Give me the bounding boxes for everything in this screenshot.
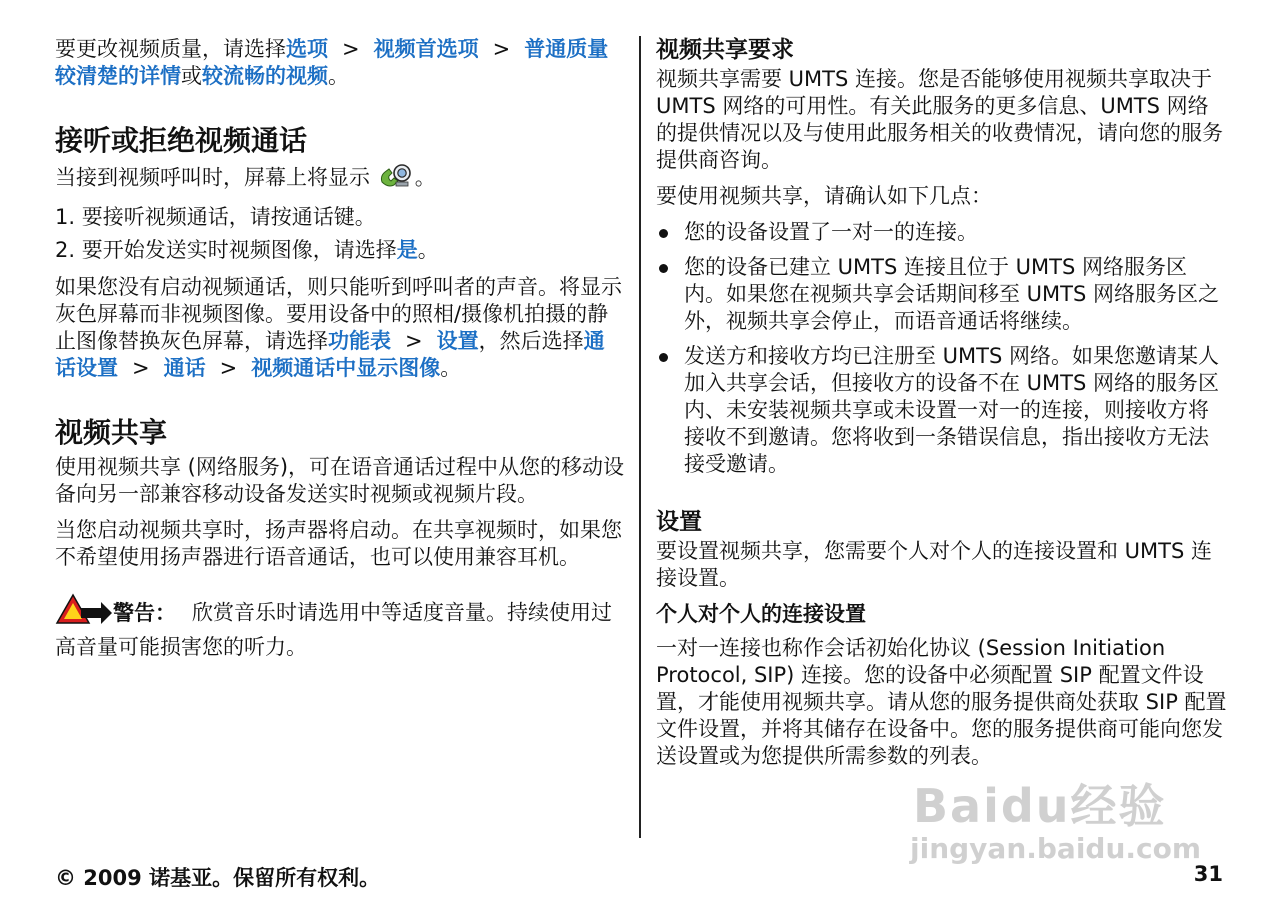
link-show-image[interactable]: 视频通话中显示图像 [251,356,441,380]
watermark-brand: Baidu经验 [913,779,1167,833]
requirements-paragraph-1: 视频共享需要 UMTS 连接。您是否能够使用视频共享取决于 UMTS 网络的可用性。有关此服务的更多信息、UMTS 网络的提供情况以及与使用此服务相关的收费情况，请向您的服务提供商咨询。 [656,67,1223,172]
sharing-paragraph-2: 当您启动视频共享时，扬声器将启动。在共享视频时，如果您不希望使用扬声器进行语音通话，也可以使用兼容耳机。 [55,518,622,569]
copyright: © 2009 诺基亚。保留所有权利。 [55,866,381,890]
separator: > [342,37,360,61]
separator: > [405,329,423,353]
link-menu[interactable]: 功能表 [328,329,391,353]
intro-or: 或 [181,64,202,88]
grey-screen-text: 如果您没有启动视频通话，则只能听到呼叫者的声音。将显示灰色屏幕而非视频图像。要用设备中的照相/摄像机拍摄的静止图像替换灰色屏幕，请选择 [55,275,622,353]
separator: > [219,356,238,380]
step-send-video-end: 。 [417,238,439,262]
video-call-icon [379,162,413,195]
incoming-call-line [55,162,625,195]
separator: > [492,37,511,61]
link-video-preferences[interactable]: 视频首选项 [373,37,479,61]
settings-paragraph-1: 要设置视频共享，您需要个人对个人的连接设置和 UMTS 连接设置。 [656,539,1212,590]
warning-label: 警告： [113,600,176,625]
step-send-video [55,237,625,264]
requirements-list [656,219,1228,478]
watermark-url: jingyan.baidu.com [910,832,1202,865]
page-number: 31 [1193,862,1223,886]
settings-paragraph-2: 一对一连接也称作会话初始化协议 (Session Initiation Protocol, SIP) 连接。您的设备中必须配置 SIP 配置文件设置，才能使用视频共享。请从您的服务提供商处获取 SIP 配置文件设置，并将其储存在设备中。您的服务提供商可能向您发送设置或为您提供所需参数的列表。 [656,636,1227,768]
list-item: 您的设备设置了一对一的连接。 [656,219,1228,246]
link-normal-quality[interactable]: 普通质量较清楚的详情 [55,37,609,88]
link-call[interactable]: 通话 [163,356,206,380]
link-smoother-video[interactable]: 较流畅的视频 [202,64,328,88]
list-item: 您的设备已建立 UMTS 连接且位于 UMTS 网络服务区内。如果您在视频共享会话期间移至 UMTS 网络服务区之外，视频共享会停止，而语音通话将继续。 [656,254,1228,335]
column-divider [639,36,641,838]
intro-end: 。 [328,64,349,88]
warning-text: 欣赏音乐时请选用中等适度音量。持续使用过高音量可能损害您的听力。 [55,600,612,659]
separator: > [132,356,150,380]
baidu-watermark [905,770,1205,880]
step-send-video-text: 2. 要开始发送实时视频图像，请选择 [55,238,397,262]
grey-screen-mid: ，然后选择 [478,329,584,353]
heading-answer-reject: 接听或拒绝视频通话 [55,124,308,157]
sharing-paragraph-1: 使用视频共享 (网络服务)，可在语音通话过程中从您的移动设备向另一部兼容移动设备发送实时视频或视频片段。 [55,455,625,506]
right-column [656,36,1228,779]
list-item: 发送方和接收方均已注册至 UMTS 网络。如果您邀请某人加入共享会话，但接收方的设备不在 UMTS 网络的服务区内、未安装视频共享或未设置一对一的连接，则接收方将接收不到邀请。您将收到一条错误信息，指出接收方无法接受邀请。 [656,343,1228,478]
step-answer: 1. 要接听视频通话，请按通话键。 [55,205,376,229]
link-options[interactable]: 选项 [286,37,328,61]
link-settings[interactable]: 设置 [436,329,479,353]
link-yes[interactable]: 是 [396,238,418,262]
link-call-settings[interactable]: 通话设置 [55,329,605,380]
grey-screen-end: 。 [440,356,462,380]
warning-icon [55,593,113,634]
heading-video-sharing: 视频共享 [55,416,168,449]
heading-p2p-settings: 个人对个人的连接设置 [656,602,866,626]
heading-requirements: 视频共享要求 [656,37,794,63]
left-column [55,36,625,661]
intro-text: 要更改视频质量，请选择 [55,37,286,61]
answer-steps [55,204,625,264]
warning-note [55,593,625,661]
incoming-call-end: 。 [414,165,436,190]
intro-paragraph [55,36,625,90]
requirements-paragraph-2: 要使用视频共享，请确认如下几点： [656,184,992,208]
grey-screen-paragraph [55,274,625,382]
heading-settings: 设置 [656,509,702,535]
incoming-call-text: 当接到视频呼叫时，屏幕上将显示 [55,165,370,190]
